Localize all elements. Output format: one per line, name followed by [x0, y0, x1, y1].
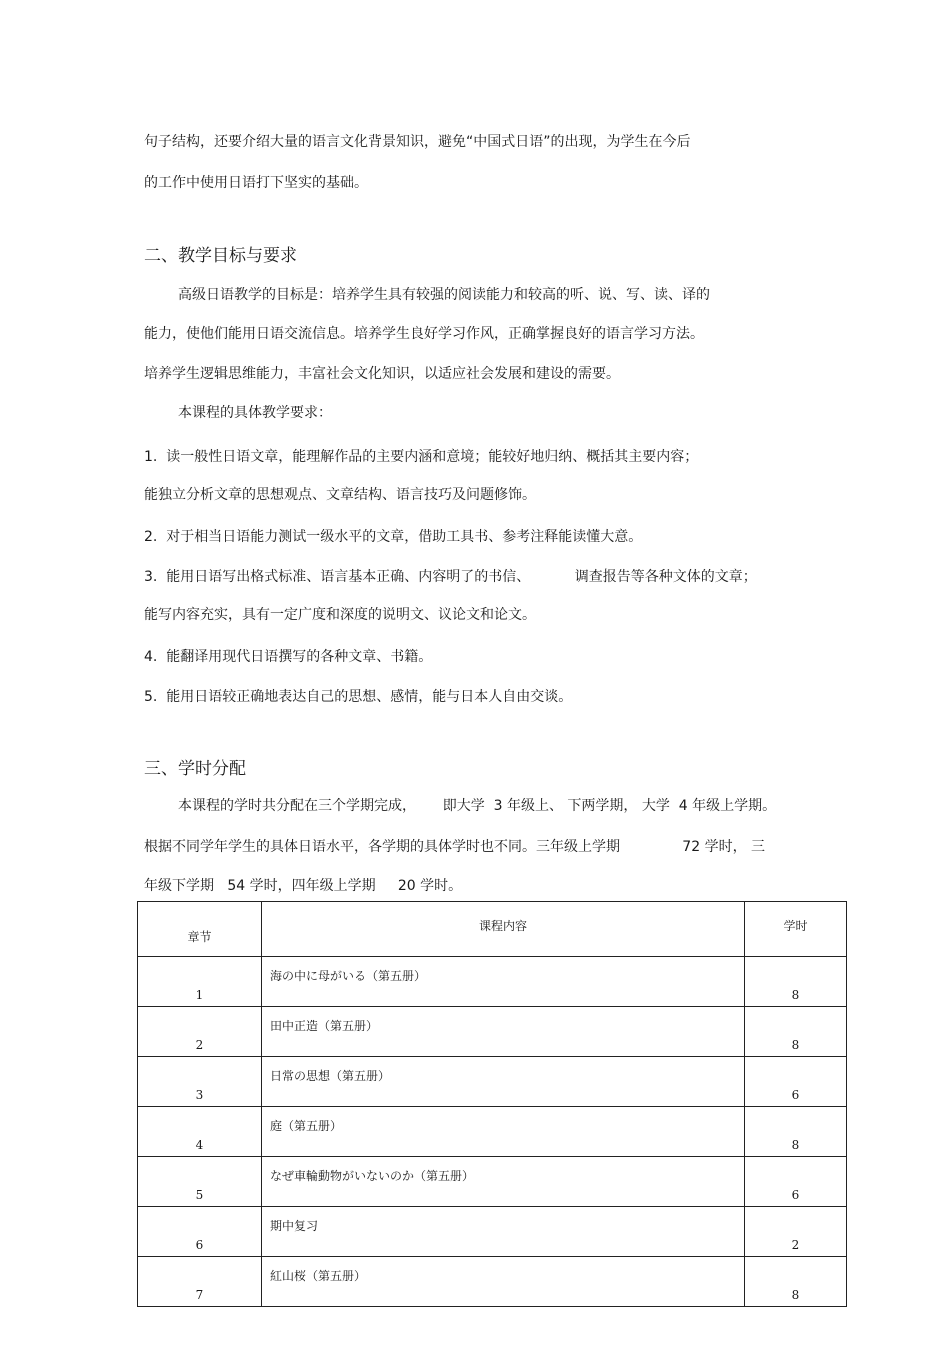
cell-hours: 8: [745, 1257, 847, 1307]
paragraph-line: 能力，使他们能用日语交流信息。培养学生良好学习作风，正确掌握良好的语言学习方法。: [144, 326, 704, 342]
table-row: [138, 1007, 847, 1057]
table-row: [138, 1057, 847, 1107]
cell-hours: 8: [745, 1007, 847, 1057]
paragraph-line: 培养学生逻辑思维能力，丰富社会文化知识，以适应社会发展和建设的需要。: [144, 366, 620, 382]
table-row: [138, 1207, 847, 1257]
cell-chapter: 7: [138, 1257, 262, 1307]
cell-hours: 6: [745, 1057, 847, 1107]
section-heading-goals: 二、教学目标与要求: [144, 246, 297, 266]
requirement-item: 5. 能用日语较正确地表达自己的思想、感情，能与日本人自由交谈。: [144, 689, 573, 705]
cell-hours: 6: [745, 1157, 847, 1207]
cell-chapter: 2: [138, 1007, 262, 1057]
requirement-item-cont: 能独立分析文章的思想观点、文章结构、语言技巧及问题修饰。: [144, 487, 536, 503]
cell-chapter: 6: [138, 1207, 262, 1257]
cell-chapter: 4: [138, 1107, 262, 1157]
cell-hours: 2: [745, 1207, 847, 1257]
cell-content: 田中正造（第五册）: [262, 1007, 745, 1057]
cell-hours: 8: [745, 957, 847, 1007]
table-row: [138, 1107, 847, 1157]
table-header-row: [138, 902, 847, 957]
header-chapter: 章节: [138, 902, 262, 957]
cell-chapter: 1: [138, 957, 262, 1007]
cell-content: 海の中に母がいる（第五册）: [262, 957, 745, 1007]
requirement-item: 3. 能用日语写出格式标准、语言基本正确、内容明了的书信、 调查报告等各种文体的文章；: [144, 569, 757, 585]
requirement-item-cont: 能写内容充实，具有一定广度和深度的说明文、议论文和论文。: [144, 607, 536, 623]
header-content: 课程内容: [262, 902, 745, 957]
cell-content: 庭（第五册）: [262, 1107, 745, 1157]
cell-chapter: 5: [138, 1157, 262, 1207]
cell-content: 期中复习: [262, 1207, 745, 1257]
table-row: [138, 957, 847, 1007]
requirement-item: 2. 对于相当日语能力测试一级水平的文章，借助工具书、参考注释能读懂大意。: [144, 529, 643, 545]
header-hours: 学时: [745, 902, 847, 957]
cell-content: 紅山桜（第五册）: [262, 1257, 745, 1307]
section-heading-hours: 三、学时分配: [144, 759, 246, 779]
schedule-table: [137, 901, 847, 1307]
paragraph-line: 高级日语教学的目标是：培养学生具有较强的阅读能力和较高的听、说、写、读、译的: [178, 287, 710, 303]
paragraph-line: 本课程的学时共分配在三个学期完成， 即大学 3 年级上、 下两学期， 大学 4 年级上学期。: [178, 798, 777, 814]
cell-content: なぜ車輪動物がいないのか（第五册）: [262, 1157, 745, 1207]
paragraph-line: 本课程的具体教学要求：: [178, 405, 332, 421]
paragraph-line: 根据不同学年学生的具体日语水平，各学期的具体学时也不同。三年级上学期 72 学时， 三: [144, 839, 766, 855]
requirement-item: 4. 能翻译用现代日语撰写的各种文章、书籍。: [144, 649, 433, 665]
table-row: [138, 1257, 847, 1307]
paragraph-line: 句子结构，还要介绍大量的语言文化背景知识，避免“中国式日语”的出现，为学生在今后: [144, 134, 691, 150]
cell-hours: 8: [745, 1107, 847, 1157]
paragraph-line: 的工作中使用日语打下坚实的基础。: [144, 175, 368, 191]
cell-chapter: 3: [138, 1057, 262, 1107]
table-row: [138, 1157, 847, 1207]
requirement-item: 1. 读一般性日语文章，能理解作品的主要内涵和意境；能较好地归纳、概括其主要内容；: [144, 449, 699, 465]
cell-content: 日常の思想（第五册）: [262, 1057, 745, 1107]
paragraph-line: 年级下学期 54 学时，四年级上学期 20 学时。: [144, 878, 463, 894]
